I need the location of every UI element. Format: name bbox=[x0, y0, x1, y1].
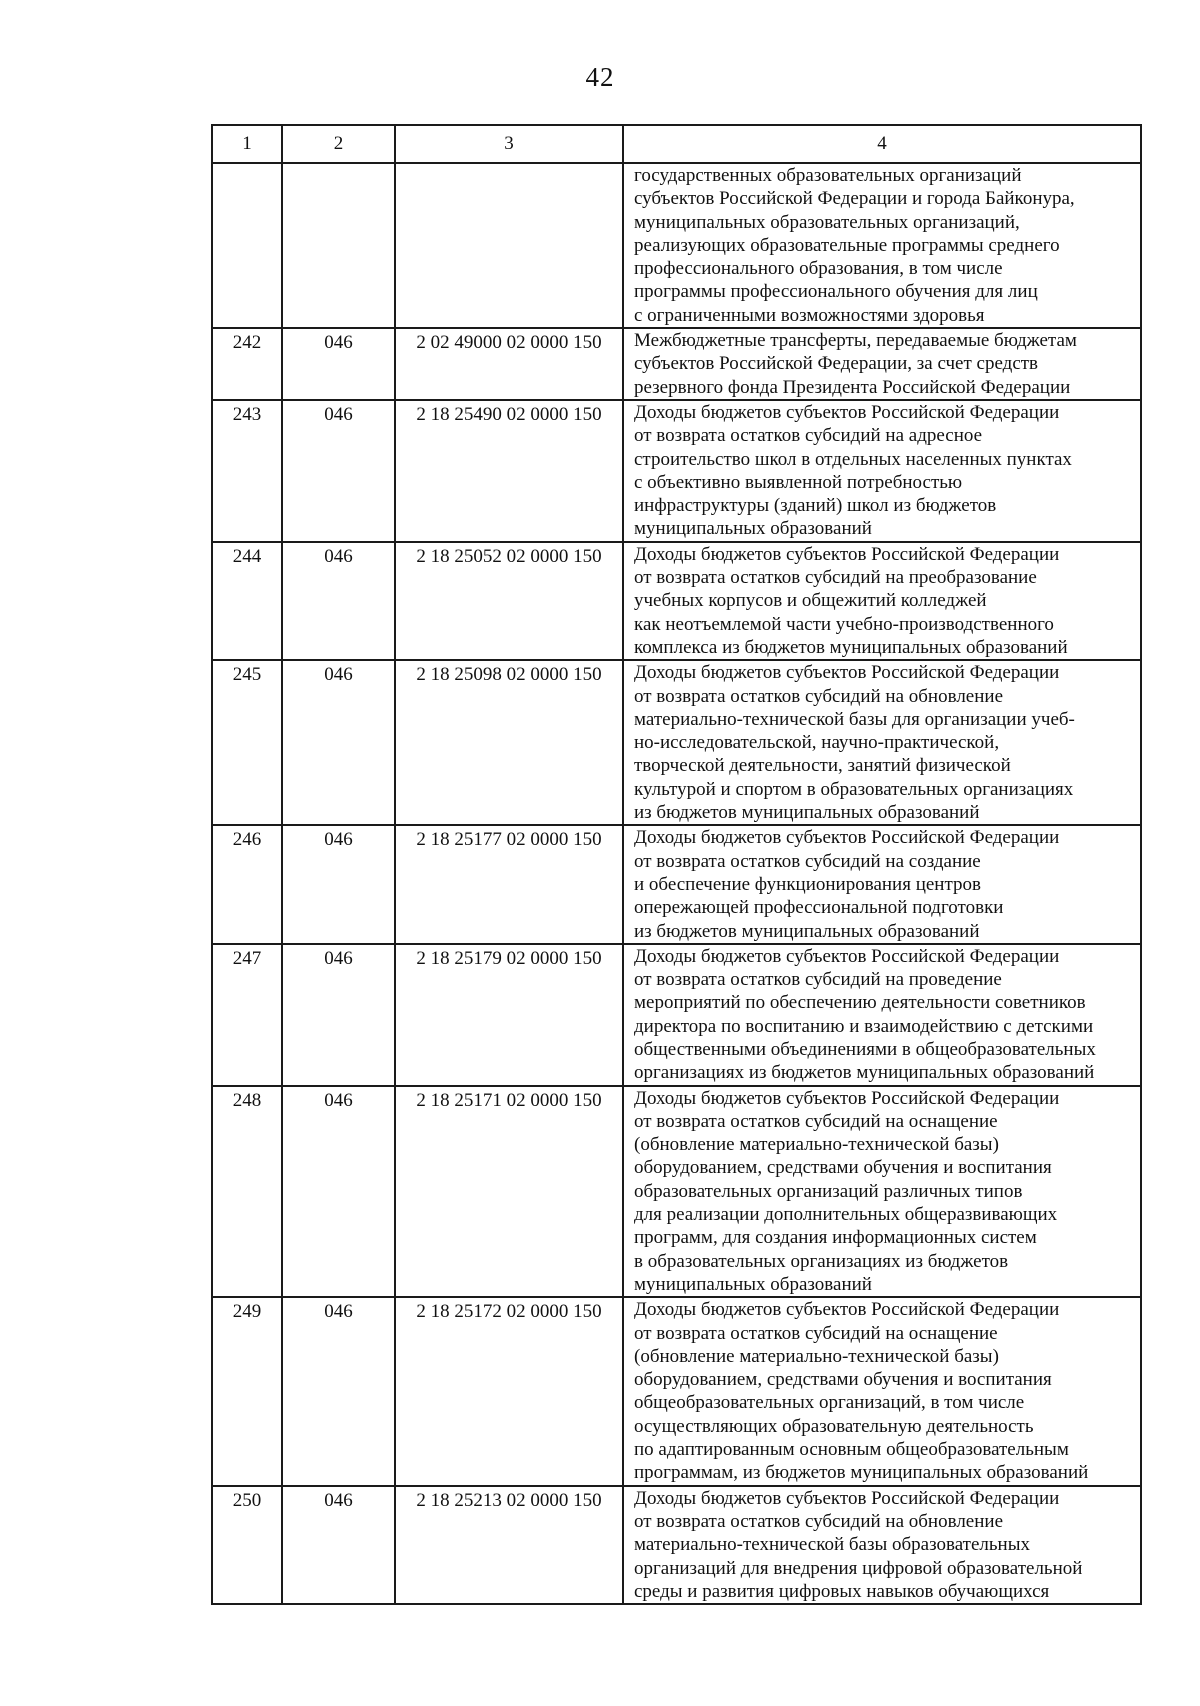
description-line: Доходы бюджетов субъектов Российской Федерации bbox=[634, 401, 1060, 423]
description-line: (обновление материально-технической базы) bbox=[634, 1134, 999, 1156]
description-line: Доходы бюджетов субъектов Российской Федерации bbox=[634, 945, 1060, 967]
revenue-codes-table bbox=[211, 124, 1142, 1605]
description-line: от возврата остатков субсидий на оснащение bbox=[634, 1322, 998, 1344]
page-number: 42 bbox=[585, 62, 615, 92]
row-number-cell: 242 bbox=[212, 328, 282, 400]
description-line: Доходы бюджетов субъектов Российской Федерации bbox=[634, 1087, 1060, 1109]
description-line: общественными объединениями в общеобразовательных bbox=[634, 1038, 1096, 1060]
admin-code-cell: 046 bbox=[282, 944, 395, 1086]
description-line: Доходы бюджетов субъектов Российской Федерации bbox=[634, 1487, 1060, 1509]
budget-classification-code-cell: 2 18 25177 02 0000 150 bbox=[395, 825, 623, 943]
description-line: из бюджетов муниципальных образований bbox=[634, 802, 980, 824]
description-line: инфраструктуры (зданий) школ из бюджетов bbox=[634, 495, 997, 517]
header-col-4: 4 bbox=[623, 125, 1141, 163]
header-col-2: 2 bbox=[282, 125, 395, 163]
description-line: от возврата остатков субсидий на создание bbox=[634, 850, 981, 872]
description-line: программам, из бюджетов муниципальных образований bbox=[634, 1462, 1089, 1484]
admin-code-cell: 046 bbox=[282, 328, 395, 400]
admin-code-cell: 046 bbox=[282, 542, 395, 660]
budget-classification-code-cell: 2 18 25490 02 0000 150 bbox=[395, 400, 623, 542]
description-line: Доходы бюджетов субъектов Российской Федерации bbox=[634, 543, 1060, 565]
header-col-1: 1 bbox=[212, 125, 282, 163]
budget-classification-code-cell bbox=[395, 163, 623, 328]
admin-code-cell: 046 bbox=[282, 400, 395, 542]
description-line: профессионального образования, в том числе bbox=[634, 258, 1003, 280]
description-line: но-исследовательской, научно-практической, bbox=[634, 732, 1000, 754]
table-row bbox=[212, 825, 1141, 943]
description-line: от возврата остатков субсидий на проведение bbox=[634, 969, 1002, 991]
admin-code-cell: 046 bbox=[282, 825, 395, 943]
description-line: муниципальных образований bbox=[634, 1273, 872, 1295]
row-number-cell: 249 bbox=[212, 1297, 282, 1485]
description-line: от возврата остатков субсидий на обновление bbox=[634, 1510, 1003, 1532]
description-line: организациях из бюджетов муниципальных образований bbox=[634, 1062, 1095, 1084]
description-line: оборудованием, средствами обучения и воспитания bbox=[634, 1157, 1052, 1179]
description-line: резервного фонда Президента Российской Федерации bbox=[634, 376, 1071, 398]
revenue-description-cell bbox=[623, 163, 1141, 328]
description-line: для реализации дополнительных общеразвивающих bbox=[634, 1204, 1058, 1226]
revenue-description-cell bbox=[623, 542, 1141, 660]
description-line: Доходы бюджетов субъектов Российской Федерации bbox=[634, 1299, 1060, 1321]
description-line: (обновление материально-технической базы) bbox=[634, 1345, 999, 1367]
description-line: осуществляющих образовательную деятельность bbox=[634, 1415, 1034, 1437]
budget-classification-code-cell: 2 18 25052 02 0000 150 bbox=[395, 542, 623, 660]
description-line: муниципальных образовательных организаций, bbox=[634, 211, 1020, 233]
description-line: с объективно выявленной потребностью bbox=[634, 471, 963, 493]
admin-code-cell: 046 bbox=[282, 660, 395, 825]
row-number-cell: 248 bbox=[212, 1086, 282, 1298]
budget-classification-code-cell: 2 02 49000 02 0000 150 bbox=[395, 328, 623, 400]
revenue-description-cell bbox=[623, 660, 1141, 825]
revenue-description-cell bbox=[623, 1297, 1141, 1485]
admin-code-cell: 046 bbox=[282, 1486, 395, 1604]
description-line: образовательных организаций различных типов bbox=[634, 1180, 1023, 1202]
budget-classification-code-cell: 2 18 25172 02 0000 150 bbox=[395, 1297, 623, 1485]
description-line: как неотъемлемой части учебно-производственного bbox=[634, 613, 1054, 635]
description-line: в образовательных организациях из бюджетов bbox=[634, 1250, 1009, 1272]
admin-code-cell bbox=[282, 163, 395, 328]
description-line: материально-технической базы для организации учеб- bbox=[634, 708, 1075, 730]
table-row bbox=[212, 400, 1141, 542]
description-line: творческой деятельности, занятий физической bbox=[634, 755, 1011, 777]
row-number-cell: 246 bbox=[212, 825, 282, 943]
table-row bbox=[212, 1297, 1141, 1485]
budget-classification-code-cell: 2 18 25098 02 0000 150 bbox=[395, 660, 623, 825]
description-line: по адаптированным основным общеобразовательным bbox=[634, 1439, 1069, 1461]
row-number-cell: 243 bbox=[212, 400, 282, 542]
description-line: оборудованием, средствами обучения и воспитания bbox=[634, 1369, 1052, 1391]
description-line: Межбюджетные трансферты, передаваемые бюджетам bbox=[634, 330, 1077, 352]
description-line: культурой и спортом в образовательных организациях bbox=[634, 778, 1074, 800]
revenue-description-cell bbox=[623, 328, 1141, 400]
description-line: мероприятий по обеспечению деятельности советников bbox=[634, 992, 1086, 1014]
revenue-description-cell bbox=[623, 1486, 1141, 1604]
description-line: государственных образовательных организаций bbox=[634, 165, 1022, 186]
description-line: от возврата остатков субсидий на преобразование bbox=[634, 567, 1037, 589]
row-number-cell: 245 bbox=[212, 660, 282, 825]
description-line: среды и развития цифровых навыков обучающихся bbox=[634, 1580, 1050, 1602]
description-line: программ, для создания информационных систем bbox=[634, 1227, 1037, 1249]
table-row bbox=[212, 1486, 1141, 1604]
row-number-cell: 244 bbox=[212, 542, 282, 660]
table-header-row bbox=[212, 125, 1141, 163]
description-line: общеобразовательных организаций, в том числе bbox=[634, 1392, 1025, 1414]
revenue-description-cell bbox=[623, 400, 1141, 542]
description-line: программы профессионального обучения для лиц bbox=[634, 281, 1038, 303]
revenue-description-cell bbox=[623, 1086, 1141, 1298]
description-line: комплекса из бюджетов муниципальных образований bbox=[634, 636, 1068, 658]
admin-code-cell: 046 bbox=[282, 1086, 395, 1298]
description-line: учебных корпусов и общежитий колледжей bbox=[634, 590, 987, 612]
description-line: Доходы бюджетов субъектов Российской Федерации bbox=[634, 662, 1060, 684]
row-number-cell: 250 bbox=[212, 1486, 282, 1604]
table-row bbox=[212, 328, 1141, 400]
description-line: реализующих образовательные программы среднего bbox=[634, 234, 1060, 256]
revenue-description-cell bbox=[623, 825, 1141, 943]
description-line: субъектов Российской Федерации, за счет средств bbox=[634, 353, 1039, 375]
budget-classification-code-cell: 2 18 25171 02 0000 150 bbox=[395, 1086, 623, 1298]
budget-classification-code-cell: 2 18 25213 02 0000 150 bbox=[395, 1486, 623, 1604]
description-line: директора по воспитанию и взаимодействию с детскими bbox=[634, 1015, 1094, 1037]
description-line: материально-технической базы образовательных bbox=[634, 1534, 1030, 1556]
description-line: от возврата остатков субсидий на адресное bbox=[634, 425, 983, 447]
description-line: субъектов Российской Федерации и города Байконура, bbox=[634, 188, 1075, 210]
row-number-cell bbox=[212, 163, 282, 328]
row-number-cell: 247 bbox=[212, 944, 282, 1086]
table-row bbox=[212, 1086, 1141, 1298]
description-line: от возврата остатков субсидий на обновление bbox=[634, 685, 1003, 707]
description-line: с ограниченными возможностями здоровья bbox=[634, 304, 985, 326]
description-line: строительство школ в отдельных населенных пунктах bbox=[634, 448, 1072, 470]
description-line: Доходы бюджетов субъектов Российской Федерации bbox=[634, 827, 1060, 849]
admin-code-cell: 046 bbox=[282, 1297, 395, 1485]
header-col-3: 3 bbox=[395, 125, 623, 163]
table-row bbox=[212, 163, 1141, 328]
description-line: из бюджетов муниципальных образований bbox=[634, 920, 980, 942]
description-line: опережающей профессиональной подготовки bbox=[634, 897, 1004, 919]
revenue-description-cell bbox=[623, 944, 1141, 1086]
description-line: и обеспечение функционирования центров bbox=[634, 873, 981, 895]
table-row bbox=[212, 944, 1141, 1086]
description-line: организаций для внедрения цифровой образовательной bbox=[634, 1557, 1083, 1579]
description-line: от возврата остатков субсидий на оснащение bbox=[634, 1110, 998, 1132]
budget-classification-code-cell: 2 18 25179 02 0000 150 bbox=[395, 944, 623, 1086]
description-line: муниципальных образований bbox=[634, 518, 872, 540]
table-row bbox=[212, 660, 1141, 825]
table-row bbox=[212, 542, 1141, 660]
